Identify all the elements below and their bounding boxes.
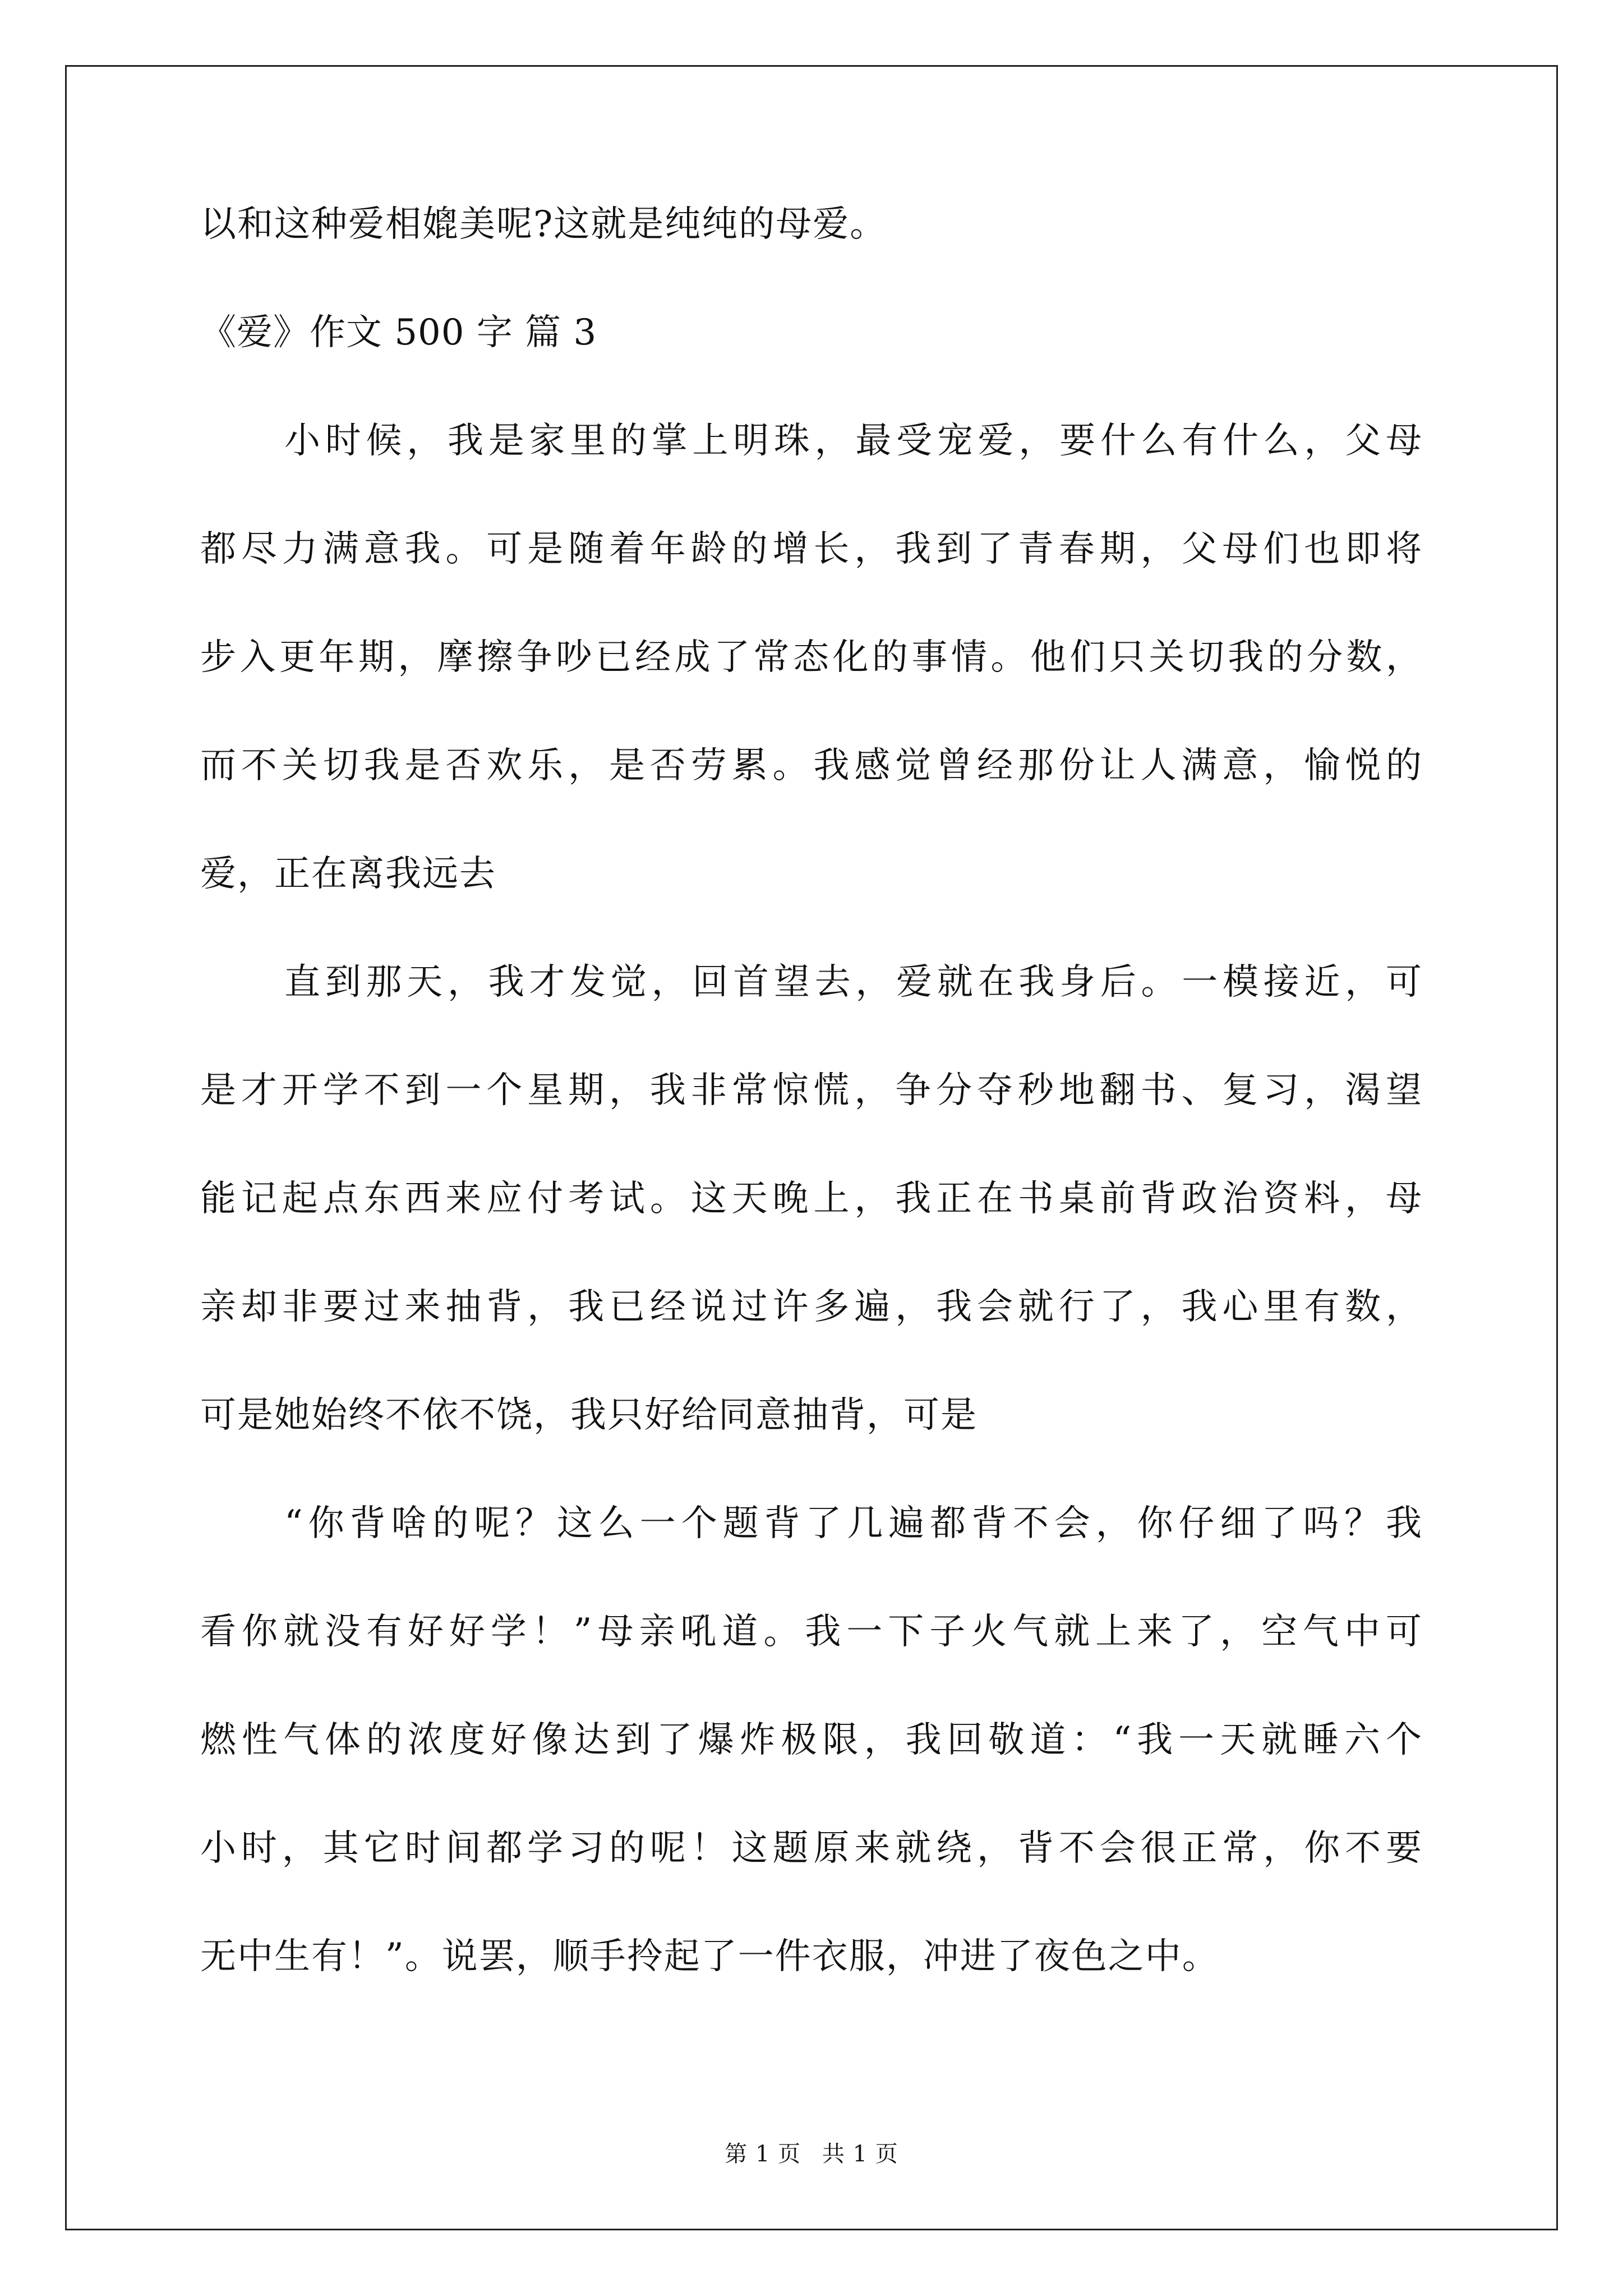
page-total: 共 1 页 — [822, 2141, 898, 2167]
paragraph-line: 燃性气体的浓度好像达到了爆炸极限，我回敬道：“我一天就睡六个 — [200, 1719, 1423, 1761]
paragraph-line: 而不关切我是否欢乐，是否劳累。我感觉曾经那份让人满意，愉悦的 — [200, 745, 1423, 786]
paragraph-line: 是才开学不到一个星期，我非常惊慌，争分夺秒地翻书、复习，渴望 — [200, 1070, 1423, 1111]
paragraph-line: 直到那天，我才发觉，回首望去，爱就在我身后。一模接近，可 — [284, 961, 1423, 1003]
paragraph-line: 小时候，我是家里的掌上明珠，最受宠爱，要什么有什么，父母 — [284, 420, 1423, 462]
paragraph-line: 以和这种爱相媲美呢?这就是纯纯的母爱。 — [200, 204, 887, 245]
paragraph-line: 爱，正在离我远去 — [200, 853, 496, 895]
page-number: 第 1 页 — [725, 2141, 801, 2167]
page-footer — [0, 2140, 1623, 2168]
paragraph-line: 步入更年期，摩擦争吵已经成了常态化的事情。他们只关切我的分数， — [200, 637, 1423, 678]
paragraph-line: 可是她始终不依不饶，我只好给同意抽背，可是 — [200, 1395, 978, 1436]
paragraph-line: 能记起点东西来应付考试。这天晚上，我正在书桌前背政治资料，母 — [200, 1178, 1423, 1220]
paragraph-line: “你背啥的呢？这么一个题背了几遍都背不会，你仔细了吗？我 — [284, 1503, 1423, 1544]
document-body — [200, 202, 1423, 1979]
paragraph-line: 都尽力满意我。可是随着年龄的增长，我到了青春期，父母们也即将 — [200, 528, 1423, 570]
section-heading: 《爱》作文 500 字 篇 3 — [200, 312, 597, 353]
paragraph-line: 亲却非要过来抽背，我已经说过许多遍，我会就行了，我心里有数， — [200, 1286, 1423, 1328]
paragraph-line: 看你就没有好好学！”母亲吼道。我一下子火气就上来了，空气中可 — [200, 1611, 1423, 1653]
paragraph-line: 无中生有！”。说罢，顺手拎起了一件衣服，冲进了夜色之中。 — [200, 1936, 1219, 1977]
paragraph-line: 小时，其它时间都学习的呢！这题原来就绕，背不会很正常，你不要 — [200, 1828, 1423, 1869]
